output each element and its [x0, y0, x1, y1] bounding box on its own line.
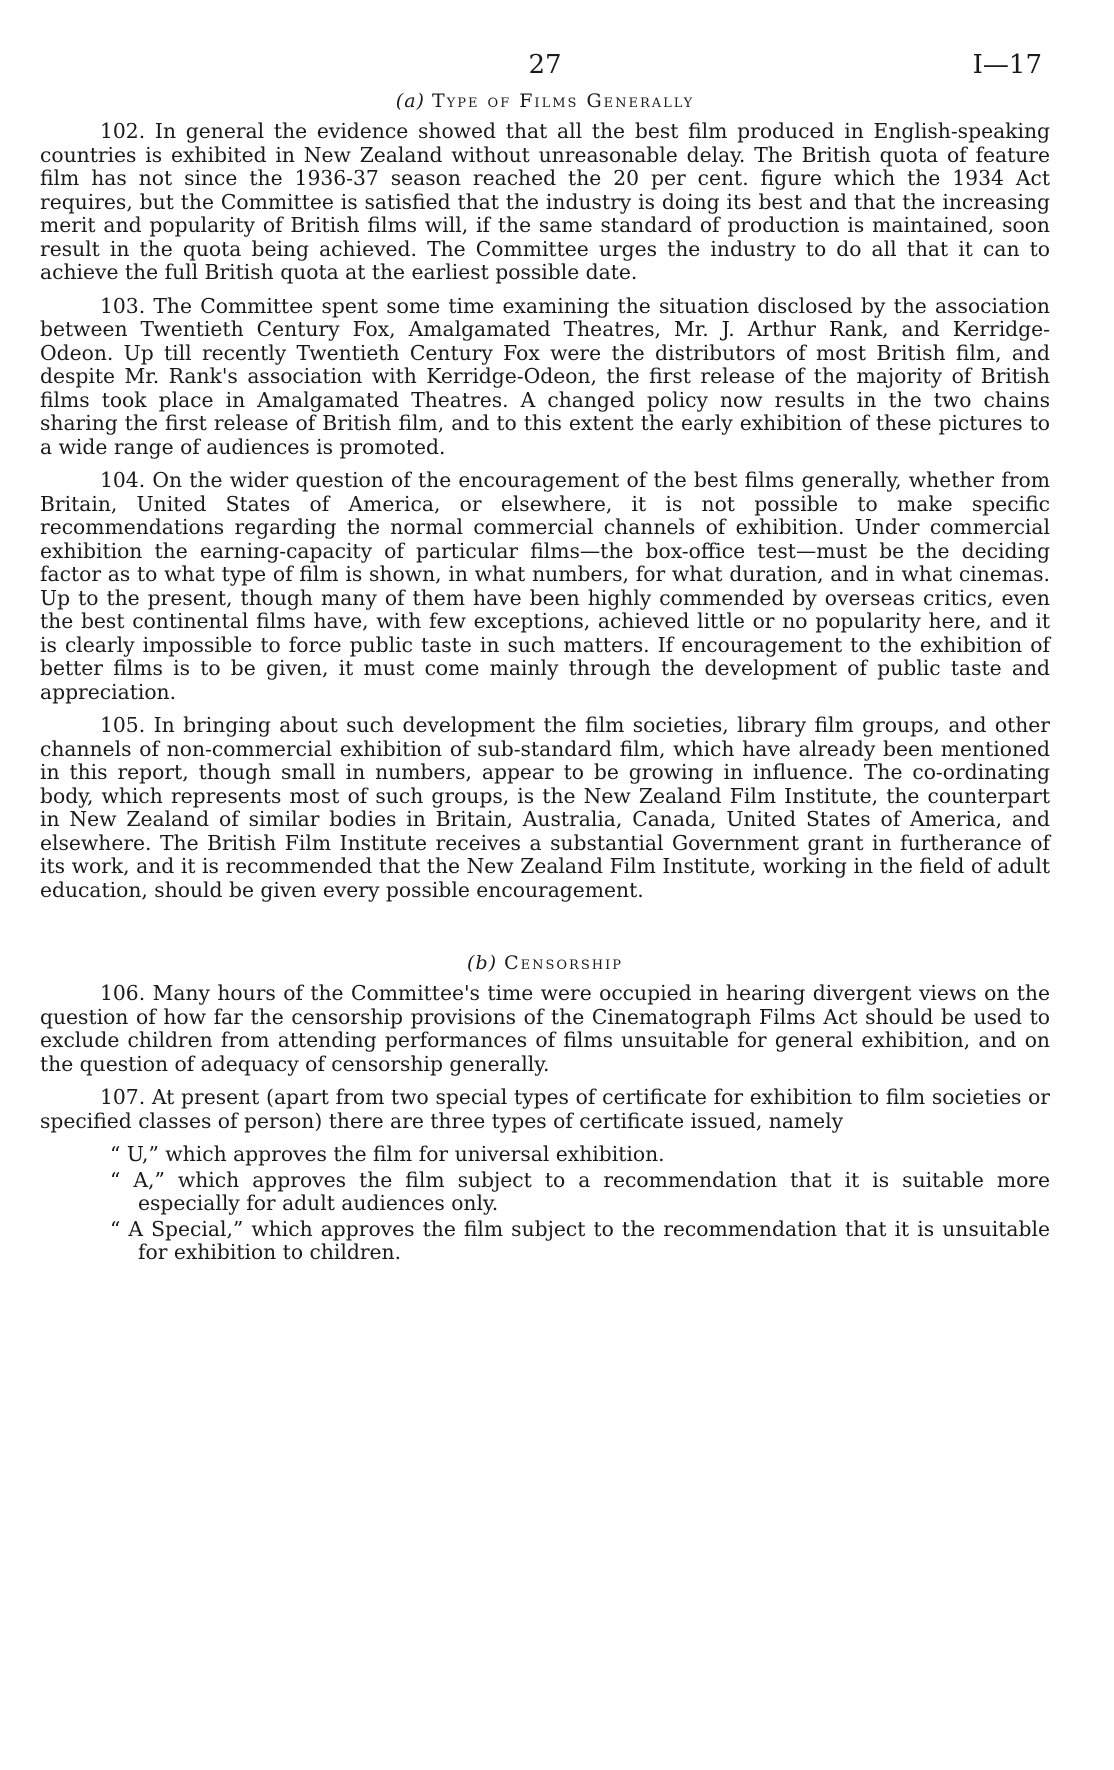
certificate-a-special: “ A Special,” which approves the film subject to the recommendation that it is unsuitable for exhibition to children. — [110, 1216, 1050, 1264]
section-title: Type of Films Generally — [432, 90, 695, 112]
certificate-u: “ U,” which approves the film for universal exhibition. — [110, 1142, 665, 1166]
certificate-a: “ A,” which approves the film subject to a recommendation that it is suitable more especially for adult audiences only. — [110, 1167, 1050, 1215]
paragraph-103: 103. The Committee spent some time examining the situation disclosed by the association between Twentieth Century Fox, Amalgamated Theatres, Mr. J. Arthur Rank, and Kerridge-Odeon. Up till recently Twentieth Century Fox were the distributors of most British film, and despite Mr. Rank's association with Kerridge-Odeon, the first release of the majority of British films took place in Amalgamated Theatres. A changed policy now results in the two chains sharing the first release of British film, and to this extent the early exhibition of these pictures to a wide range of audiences is promoted. — [40, 293, 1050, 459]
document-page — [40, 50, 1050, 1267]
section-heading-type-of-films — [40, 90, 1050, 112]
paragraph-102: 102. In general the evidence showed that all the best film produced in English-speaking countries is exhibited in New Zealand without unreasonable delay. The British quota of feature film has not since the 1936-37 season reached the 20 per cent. figure which the 1934 Act requires, but the Committee is satisfied that the industry is doing its best and that the increasing merit and popularity of British films will, if the same standard of production is maintained, soon result in the quota being achieved. The Committee urges the industry to do all that it can to achieve the full British quota at the earliest possible date. — [40, 119, 1050, 284]
section-heading-censorship — [40, 952, 1050, 974]
document-reference: I—17 — [972, 50, 1042, 80]
paragraph-105: 105. In bringing about such development the film societies, library film groups, and other channels of non-commercial exhibition of sub-standard film, which have already been mentioned in this report, though small in numbers, appear to be growing in influence. The co-ordinating body, which represents most of such groups, is the New Zealand Film Institute, the counterpart in New Zealand of similar bodies in Britain, Australia, Canada, United States of America, and elsewhere. The British Film Institute receives a substantial Government grant in furtherance of its work, and it is recommended that the New Zealand Film Institute, working in the field of adult education, should be given every possible encouragement. — [40, 713, 1050, 902]
page-number: 27 — [528, 50, 562, 80]
section-letter: (b) — [467, 952, 498, 974]
section-letter: (a) — [395, 90, 425, 112]
paragraph-107: 107. At present (apart from two special types of certificate for exhibition to film societies or specified classes of person) there are three types of certificate issued, namely — [40, 1085, 1050, 1133]
certificate-list — [110, 1143, 1050, 1265]
paragraph-104: 104. On the wider question of the encouragement of the best films generally, whether from Britain, United States of America, or elsewhere, it is not possible to make specific recommendations regarding the normal commercial channels of exhibition. Under commercial exhibition the earning-capacity of particular films—the box-office test—must be the deciding factor as to what type of film is shown, in what numbers, for what duration, and in what cinemas. Up to the present, though many of them have been highly commended by overseas critics, even the best continental films have, with few exceptions, achieved little or no popularity here, and it is clearly impossible to force public taste in such matters. If encouragement to the exhibition of better films is to be given, it must come mainly through the development of public taste and appreciation. — [40, 468, 1050, 704]
section-title: Censorship — [504, 952, 623, 974]
paragraph-106: 106. Many hours of the Committee's time were occupied in hearing divergent views on the question of how far the censorship provisions of the Cinematograph Films Act should be used to exclude children from attending performances of films unsuitable for general exhibition, and on the question of adequacy of censorship generally. — [40, 981, 1050, 1076]
page-header — [40, 50, 1050, 90]
